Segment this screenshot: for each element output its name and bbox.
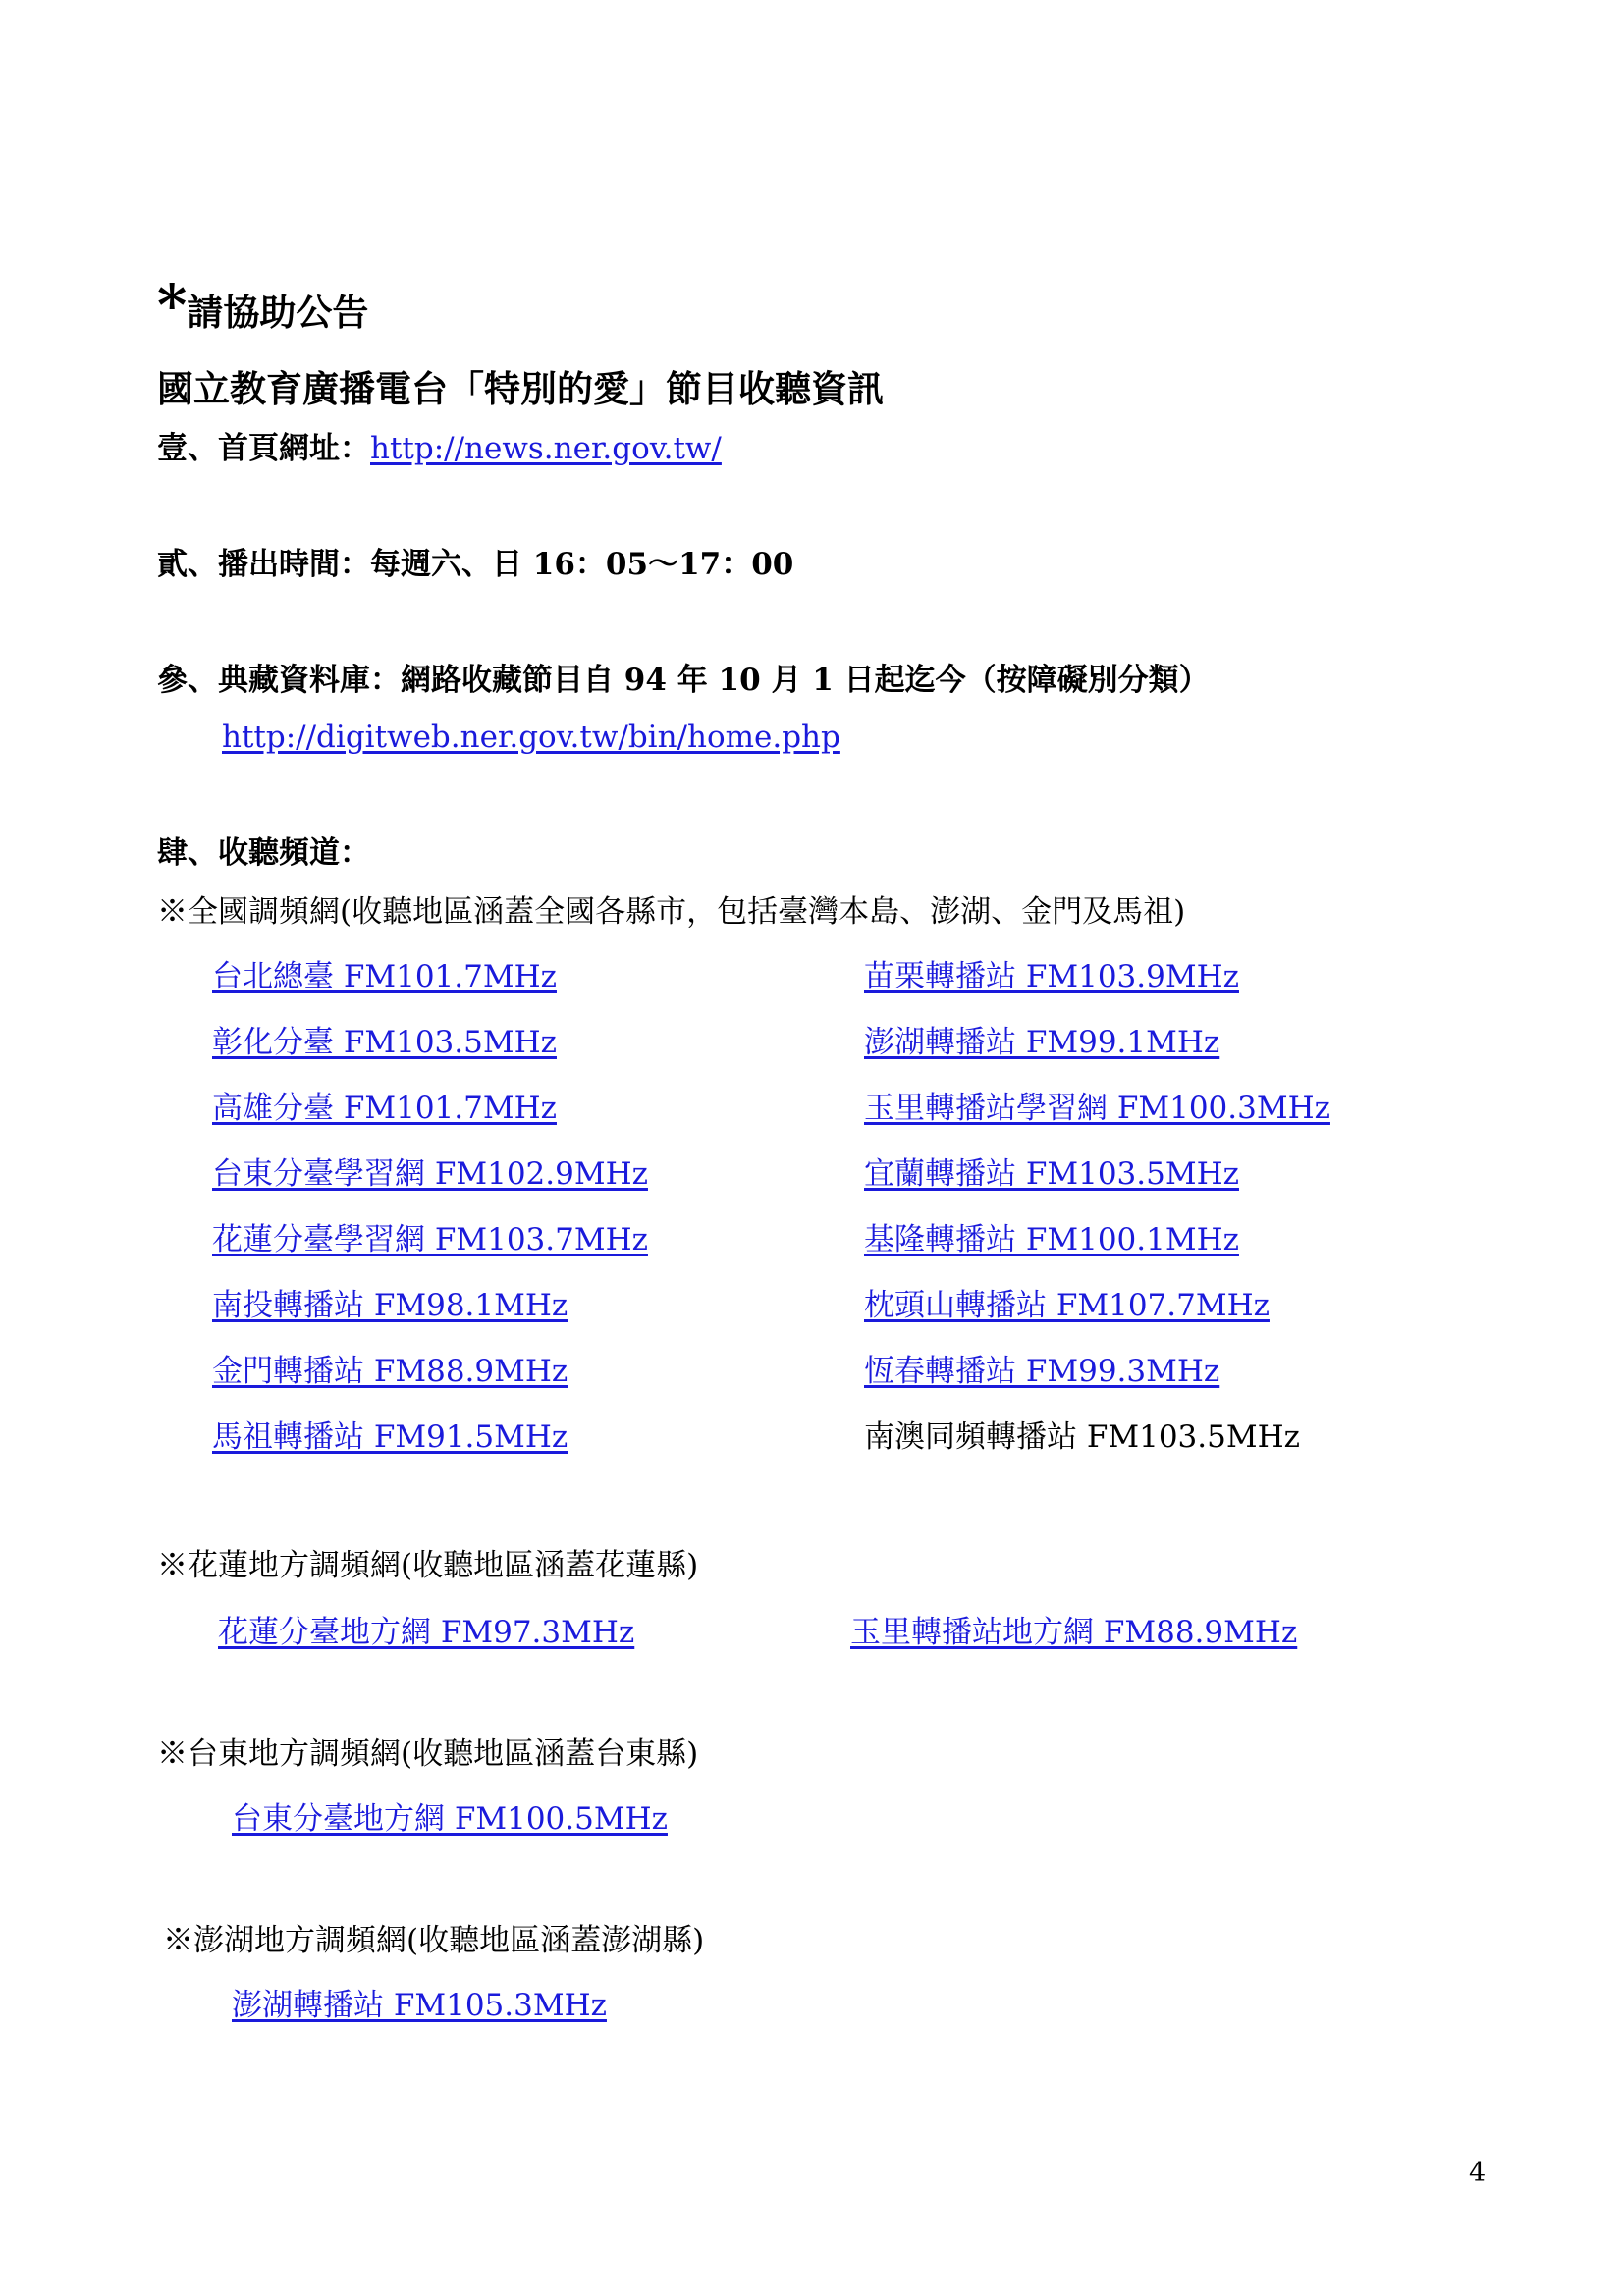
section-channels: 肆、收聽頻道： <box>157 835 370 871</box>
national-station-link[interactable]: 花蓮分臺學習網 FM103.7MHz <box>212 1222 648 1257</box>
section-homepage <box>157 431 722 466</box>
national-station-plain: 南澳同頻轉播站 FM103.5MHz <box>864 1419 1300 1455</box>
national-station-link[interactable]: 台東分臺學習網 FM102.9MHz <box>212 1156 648 1192</box>
section-homepage-label: 壹、首頁網址： <box>157 431 370 466</box>
page-number: 4 <box>1469 2158 1487 2188</box>
notice-heading <box>157 272 369 339</box>
national-station-link[interactable]: 南投轉播站 FM98.1MHz <box>212 1288 568 1323</box>
archive-link[interactable]: http://digitweb.ner.gov.tw/bin/home.php <box>222 720 840 755</box>
notice-text: 請協助公告 <box>187 291 369 334</box>
national-station-link[interactable]: 高雄分臺 FM101.7MHz <box>212 1091 557 1126</box>
penghu-station-link[interactable]: 澎湖轉播站 FM105.3MHz <box>232 1988 607 2023</box>
penghu-network-heading: ※澎湖地方調頻網(收聽地區涵蓋澎湖縣) <box>163 1923 705 1958</box>
national-station-link[interactable]: 恆春轉播站 FM99.3MHz <box>864 1354 1220 1389</box>
national-station-link[interactable]: 宜蘭轉播站 FM103.5MHz <box>864 1156 1239 1192</box>
national-station-link[interactable]: 苗栗轉播站 FM103.9MHz <box>864 959 1239 994</box>
national-station-link[interactable]: 玉里轉播站學習網 FM100.3MHz <box>864 1091 1330 1126</box>
hualien-station-link[interactable]: 玉里轉播站地方網 FM88.9MHz <box>850 1615 1298 1650</box>
national-station-link[interactable]: 基隆轉播站 FM100.1MHz <box>864 1222 1239 1257</box>
national-station-link[interactable]: 枕頭山轉播站 FM107.7MHz <box>864 1288 1270 1323</box>
national-station-link[interactable]: 金門轉播站 FM88.9MHz <box>212 1354 568 1389</box>
hualien-network-heading: ※花蓮地方調頻網(收聽地區涵蓋花蓮縣) <box>157 1548 699 1583</box>
national-network-heading: ※全國調頻網(收聽地區涵蓋全國各縣市，包括臺灣本島、澎湖、金門及馬祖) <box>157 894 1186 930</box>
asterisk: * <box>157 272 188 339</box>
hualien-station-link[interactable]: 花蓮分臺地方網 FM97.3MHz <box>218 1615 635 1650</box>
taitung-station-link[interactable]: 台東分臺地方網 FM100.5MHz <box>232 1801 668 1837</box>
homepage-link[interactable]: http://news.ner.gov.tw/ <box>370 431 722 466</box>
national-station-link[interactable]: 彰化分臺 FM103.5MHz <box>212 1025 557 1060</box>
page-title: 國立教育廣播電台「特別的愛」節目收聽資訊 <box>157 367 884 410</box>
national-station-link[interactable]: 馬祖轉播站 FM91.5MHz <box>212 1419 568 1455</box>
national-station-link[interactable]: 澎湖轉播站 FM99.1MHz <box>864 1025 1220 1060</box>
section-archive: 參、典藏資料庫：網路收藏節目自 94 年 10 月 1 日起迄今（按障礙別分類） <box>157 663 1210 698</box>
section-broadcast-time: 貳、播出時間：每週六、日 16：05～17：00 <box>157 547 794 582</box>
taitung-network-heading: ※台東地方調頻網(收聽地區涵蓋台東縣) <box>157 1736 699 1772</box>
national-station-link[interactable]: 台北總臺 FM101.7MHz <box>212 959 557 994</box>
